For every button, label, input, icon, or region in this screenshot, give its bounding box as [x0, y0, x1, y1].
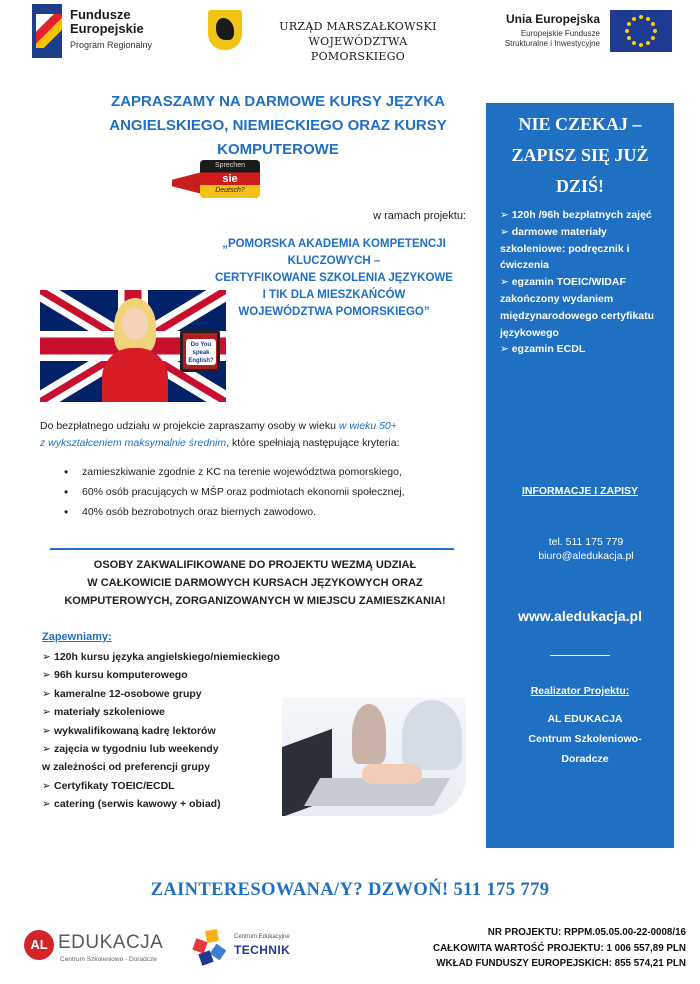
list-item: ➢ 120h /96h bezpłatnych zajęć: [500, 209, 652, 221]
list-item: ➢ egzamin ECDL: [500, 343, 586, 356]
sprechen-sie-deutsch-badge: [172, 160, 262, 202]
german-flag-speech-bubble: Sprechen sie Deutsch?: [200, 160, 260, 198]
fe-subtitle: Program Regionalny: [70, 40, 153, 50]
phone-number[interactable]: tel. 511 175 779: [548, 536, 624, 548]
list-item: w zależności od preferencji grupy: [42, 761, 211, 774]
list-item: ➢ materiały szkoleniowe: [42, 703, 362, 721]
eu-flag-icon: [610, 10, 672, 52]
sidebar-title: NIE CZEKAJ – ZAPISZ SIĘ JUŻ DZIŚ!: [511, 114, 649, 196]
al-word: EDUKACJA: [58, 932, 164, 953]
project-number: NR PROJEKTU: RPPM.05.05.00-22-0008/16: [487, 927, 686, 938]
arrow-icon: ➢: [500, 225, 512, 238]
um-name: URZĄD MARSZAŁKOWSKI WOJEWÓDZTWA POMORSKIEGO: [279, 20, 437, 63]
arrow-icon: ➢: [500, 209, 512, 221]
technik-mark-icon: [194, 928, 228, 966]
technik-logo: [194, 928, 314, 968]
uk-flag-woman-photo: [40, 290, 226, 402]
header-logos: [0, 0, 700, 66]
project-eu-funds: WKŁAD FUNDUSZY EUROPEJSKICH: 855 574,21 PLN: [436, 958, 686, 969]
info-title: INFORMACJE I ZAPISY: [521, 485, 639, 497]
fe-name: Fundusze Europejskie: [70, 7, 144, 36]
website-link[interactable]: www.aledukacja.pl: [518, 608, 642, 624]
al-circle-icon: AL: [24, 930, 54, 960]
do-you-speak-english-sign: Do You speak English?: [180, 330, 220, 372]
al-edukacja-logo: [24, 928, 174, 968]
list-item: ➢ egzamin TOEIC/WIDAF zakończony wydaniem międzynarodowego certyfikatu językowego: [500, 276, 655, 339]
call-to-action: ZAINTERESOWANA/Y? DZWOŃ! 511 175 779: [150, 880, 550, 900]
technik-word: TECHNIK: [234, 943, 291, 957]
fe-star-icon: [32, 4, 62, 58]
al-subtitle: Centrum Szkoleniowo - Doradcze: [60, 956, 157, 963]
arrow-icon: ➢: [42, 687, 51, 700]
arrow-icon: ➢: [42, 706, 51, 719]
list-item: ➢ darmowe materiały szkoleniowe: podręcznik i ćwiczenia: [500, 225, 630, 272]
realizer-name: AL EDUKACJA Centrum Szkoleniowo- Doradcze: [528, 713, 642, 765]
megaphone-icon: [172, 172, 202, 194]
arrow-icon: ➢: [500, 276, 512, 289]
arrow-icon: ➢: [500, 343, 512, 356]
criteria-list: [60, 462, 470, 522]
list-item: ➢ catering (serwis kawowy + obiad): [42, 795, 362, 813]
sidebar-divider: [550, 655, 610, 656]
fundusze-europejskie-logo: [32, 4, 192, 60]
project-info: [334, 925, 686, 972]
arrow-icon: ➢: [42, 724, 51, 737]
list-item: ➢ Certyfikaty TOEIC/ECDL: [42, 777, 362, 795]
contact-block: [486, 535, 674, 563]
woman-figure: [100, 298, 170, 402]
qualified-notice: OSOBY ZAKWALIFIKOWANE DO PROJEKTU WEZMĄ UDZIAŁ W CAŁKOWICIE DARMOWYCH KURSACH JĘZYKOWYCH ORAZ KOMPUTEROWYCH, ZORGANIZOWANYCH W MIEJSCU ZAMIESZKANIA!: [64, 559, 446, 607]
arrow-icon: ➢: [42, 779, 51, 792]
arrow-icon: ➢: [42, 798, 51, 811]
project-name: „POMORSKA AKADEMIA KOMPETENCJI KLUCZOWYCH – CERTYFIKOWANE SZKOLENIA JĘZYKOWE I TIK DLA MIESZKAŃCÓW WOJEWÓDZTWA POMORSKIEGO”: [215, 238, 453, 318]
list-item: ➢ kameralne 12-osobowe grupy: [42, 685, 362, 703]
arrow-icon: ➢: [42, 651, 51, 663]
realizer-title: Realizator Projektu:: [530, 685, 630, 697]
list-item: • 40% osób bezrobotnych oraz biernych zawodowo.: [60, 502, 470, 522]
urzad-marszalkowski-logo: [208, 10, 448, 63]
griffin-crest-icon: [208, 10, 242, 50]
email-address[interactable]: biuro@aledukacja.pl: [538, 550, 634, 562]
headline: ZAPRASZAMY NA DARMOWE KURSY JĘZYKA ANGIELSKIEGO, NIEMIECKIEGO ORAZ KURSY KOMPUTEROWE: [109, 93, 447, 158]
technik-small-text: Centrum Edukacyjne: [234, 934, 290, 940]
sidebar-benefits-list: [500, 207, 672, 358]
list-item: ➢ wykwalifikowaną kadrę lektorów: [42, 722, 362, 740]
arrow-icon: ➢: [42, 743, 51, 756]
laptop-class-photo: [282, 698, 466, 816]
list-item: ➢ zajęcia w tygodniu lub weekendy: [42, 740, 362, 758]
ue-subtitle: Europejskie Fundusze Strukturalne i Inwestycyjne: [504, 29, 600, 48]
arrow-icon: ➢: [42, 669, 51, 682]
intro-text: w ramach projektu:: [373, 210, 466, 222]
project-total-value: CAŁKOWITA WARTOŚĆ PROJEKTU: 1 006 557,89 PLN: [433, 942, 686, 954]
ue-name: Unia Europejska: [505, 12, 600, 26]
eligibility-text: Do bezpłatnego udziału w projekcie zapraszamy osoby w wieku w wieku 50+ z wykształceniem maksymalnie średnim, które spełniają następujące kryteria:: [40, 420, 400, 449]
list-item: • 60% osób pracujących w MŚP oraz podmiotach ekonomii społecznej,: [60, 482, 470, 502]
unia-europejska-logo: [472, 6, 688, 58]
signup-sidebar: [486, 103, 674, 848]
provide-title: Zapewniamy:: [42, 631, 112, 643]
list-item: ➢ 120h kursu języka angielskiego/niemieckiego: [42, 648, 362, 666]
section-divider: [50, 548, 454, 550]
list-item: ➢ 96h kursu komputerowego: [42, 666, 362, 684]
list-item: • zamieszkiwanie zgodnie z KC na terenie województwa pomorskiego,: [60, 462, 470, 482]
